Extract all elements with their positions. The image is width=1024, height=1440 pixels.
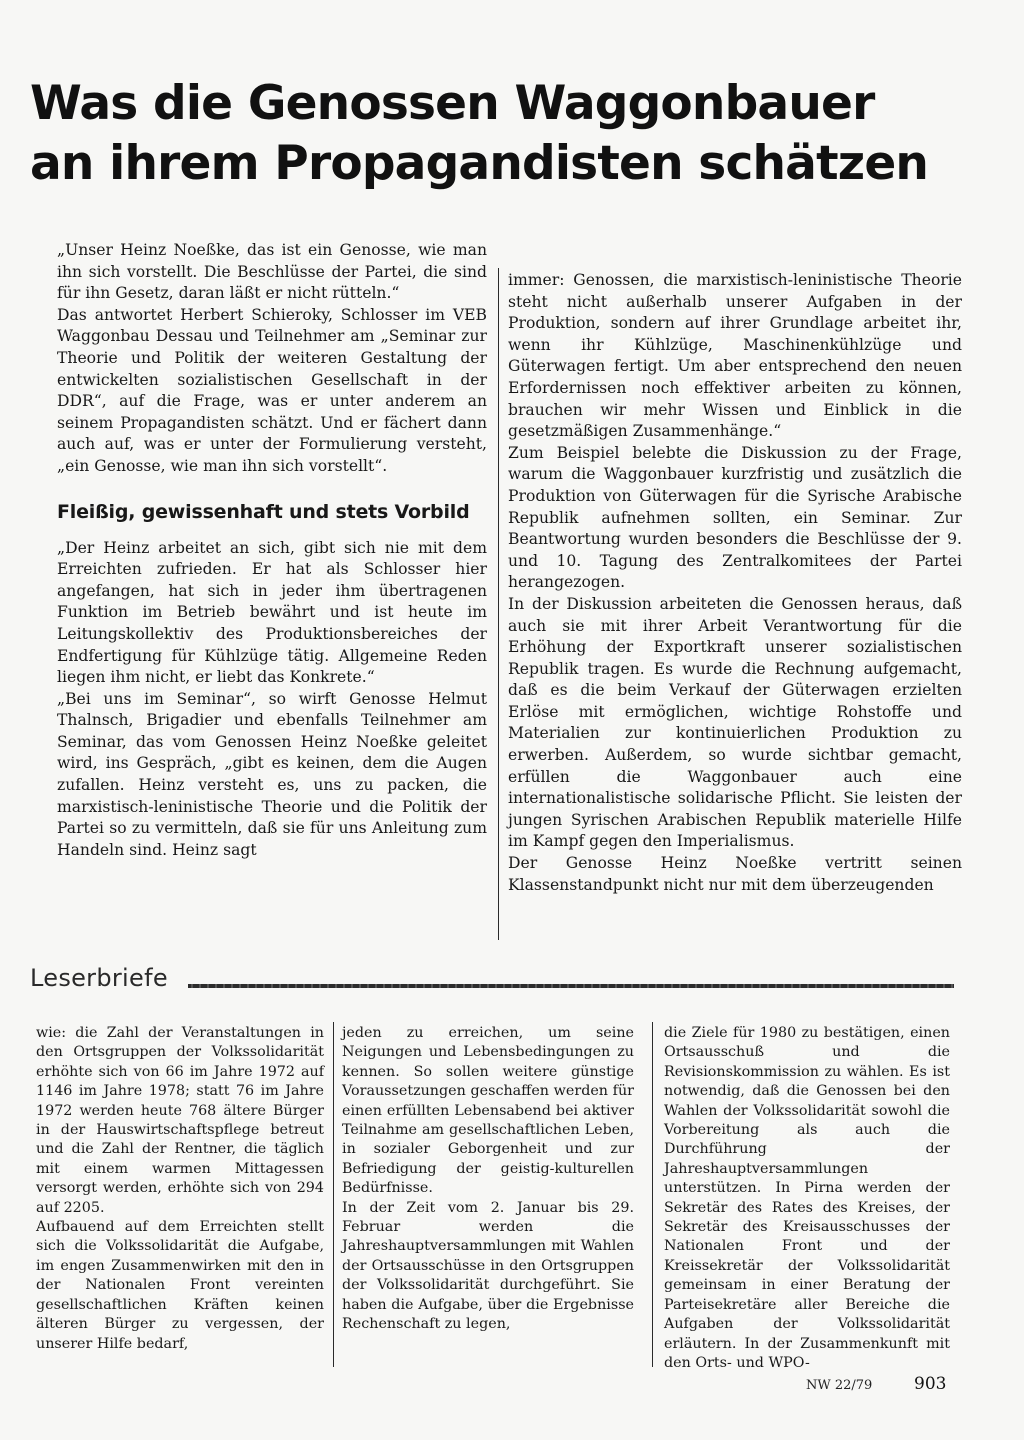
letters-paragraph: die Ziele für 1980 zu bestätigen, einen Ortsausschuß und die Revisionskommission zu wählen. Es ist notwendig, daß die Genossen bei den Wahlen der Volkssolidarität sowohl die Vorbereitung als auch die Durchführung der Jahreshauptversammlungen unterstützen. In Pirna werden der Sekretär des Rates des Kreises, der Sekretär des Kreisausschusses der Nationalen Front und der Kreissekretär der Volkssolidarität gemeinsam in einer Beratung der Parteisekretäre aller Bereiche die Aufgaben der Volkssolidarität erläutern. In der Zusammenkunft mit den Orts- und WPO-	[664, 1025, 950, 1371]
article-paragraph: „Unser Heinz Noeßke, das ist ein Genosse, wie man ihn sich vorstellt. Die Beschlüsse der Partei, die sind für ihn Gesetz, daran läßt er nicht rütteln.“	[57, 241, 487, 303]
article-right-column	[508, 270, 962, 896]
article-left-column	[57, 240, 487, 861]
letters-column-1	[36, 1024, 324, 1354]
letters-column-3	[664, 1024, 950, 1373]
article-paragraph: In der Diskussion arbeiteten die Genossen heraus, daß auch sie mit ihrer Arbeit Verantwortung für die Erhöhung der Exportkraft unserer sozialistischen Republik tragen. Es wurde die Rechnung aufgemacht, daß es die beim Verkauf der Güterwagen erzielten Erlöse mit ermöglichen, wichtige Rohstoffe und Materialien zur kontinuierlichen Produktion zu erwerben. Außerdem, so wurde sichtbar gemacht, erfüllen die Waggonbauer auch eine internationalistische solidarische Pflicht. Sie leisten der jungen Syrischen Arabischen Republik materielle Hilfe im Kampf gegen den Imperialismus.	[508, 594, 962, 851]
article-paragraph: Der Genosse Heinz Noeßke vertritt seinen Klassenstandpunkt nicht nur mit dem überzeugenden	[508, 854, 962, 894]
section-divider	[188, 984, 954, 988]
article-paragraph: „Der Heinz arbeitet an sich, gibt sich nie mit dem Erreichten zufrieden. Er hat als Schlosser hier angefangen, hat sich in jeder ihm übertragenen Funktion im Betrieb bewährt und ist heute im Leitungskollektiv des Produktionsbereiches der Endfertigung für Kühlzüge tätig. Allgemeine Reden liegen ihm nicht, er liebt das Konkrete.“	[57, 538, 487, 687]
article-headline	[30, 74, 990, 194]
letters-column-2	[342, 1024, 634, 1335]
column-divider	[652, 1022, 653, 1367]
letters-paragraph: Aufbauend auf dem Erreichten stellt sich die Volkssolidarität die Aufgabe, im engen Zusammenwirken mit den in der Nationalen Front vereinten gesellschaftlichen Kräften keinen älteren Bürger zu vergessen, der unserer Hilfe bedarf,	[36, 1219, 324, 1352]
article-paragraph: Das antwortet Herbert Schieroky, Schlosser im VEB Waggonbau Dessau und Teilnehmer am „Seminar zur Theorie und Politik der weiteren Gestaltung der entwickelten sozialistischen Gesellschaft in der DDR“, auf die Frage, was er unter anderem an seinem Propagandisten schätzt. Und er fächert dann auch auf, was er unter der Formulierung versteht, „ein Genosse, wie man ihn sich vorstellt“.	[57, 305, 487, 475]
letters-paragraph: wie: die Zahl der Veranstaltungen in den Ortsgruppen der Volkssolidarität erhöhte sich von 66 im Jahre 1972 auf 1146 im Jahre 1978; statt 76 im Jahre 1972 werden heute 768 ältere Bürger in der Hauswirtschaftspflege betreut und die Zahl der Rentner, die täglich mit einem warmen Mittagessen versorgt werden, erhöhte sich von 294 auf 2205.	[36, 1025, 324, 1216]
letters-paragraph: jeden zu erreichen, um seine Neigungen und Lebensbedingungen zu kennen. So sollen weitere günstige Voraussetzungen geschaffen werden für einen erfüllten Lebensabend bei aktiver Teilnahme am gesellschaftlichen Leben, in sozialer Geborgenheit und zur Befriedigung der geistig-kulturellen Bedürfnisse.	[342, 1025, 634, 1197]
column-divider	[498, 268, 499, 940]
section-label-leserbriefe: Leserbriefe	[30, 964, 168, 992]
article-paragraph: „Bei uns im Seminar“, so wirft Genosse Helmut Thalnsch, Brigadier und ebenfalls Teilnehmer am Seminar, das vom Genossen Heinz Noeßke geleitet wird, ins Gespräch, „gibt es keinen, dem die Augen zufallen. Heinz versteht es, uns zu packen, die marxistisch-leninistische Theorie und die Politik der Partei so zu vermitteln, daß sie für uns Anleitung zum Handeln sind. Heinz sagt	[57, 689, 487, 859]
letters-paragraph: In der Zeit vom 2. Januar bis 29. Februar werden die Jahreshauptversammlungen mit Wahlen der Ortsausschüsse in den Ortsgruppen der Volkssolidarität durchgeführt. Sie haben die Aufgabe, über die Ergebnisse Rechenschaft zu legen,	[342, 1199, 634, 1333]
issue-reference: NW 22/79	[806, 1378, 873, 1393]
headline-line-2: an ihrem Propagandisten schätzen	[30, 136, 929, 191]
article-paragraph: Zum Beispiel belebte die Diskussion zu der Frage, warum die Waggonbauer kurzfristig und zusätzlich die Produktion von Güterwagen für die Syrische Arabische Republik aufnehmen sollten, ein Seminar. Zur Beantwortung wurden besonders die Beschlüsse der 9. und 10. Tagung des Zentralkomitees der Partei herangezogen.	[508, 443, 962, 592]
column-divider	[333, 1022, 334, 1367]
page-number: 903	[914, 1374, 947, 1394]
headline-line-1: Was die Genossen Waggonbauer	[30, 76, 875, 131]
article-paragraph: immer: Genossen, die marxistisch-leninistische Theorie steht nicht außerhalb unserer Aufgaben in der Produktion, sondern auf ihrer Grundlage arbeitet ihr, wenn ihr Kühlzüge, Maschinenkühlzüge und Güterwagen fertigt. Um aber entsprechend den neuen Erfordernissen noch effektiver arbeiten zu können, brauchen wir mehr Wissen und Einblick in die gesetzmäßigen Zusammenhänge.“	[508, 271, 962, 441]
article-subheading: Fleißig, gewissenhaft und stets Vorbild	[57, 500, 470, 523]
